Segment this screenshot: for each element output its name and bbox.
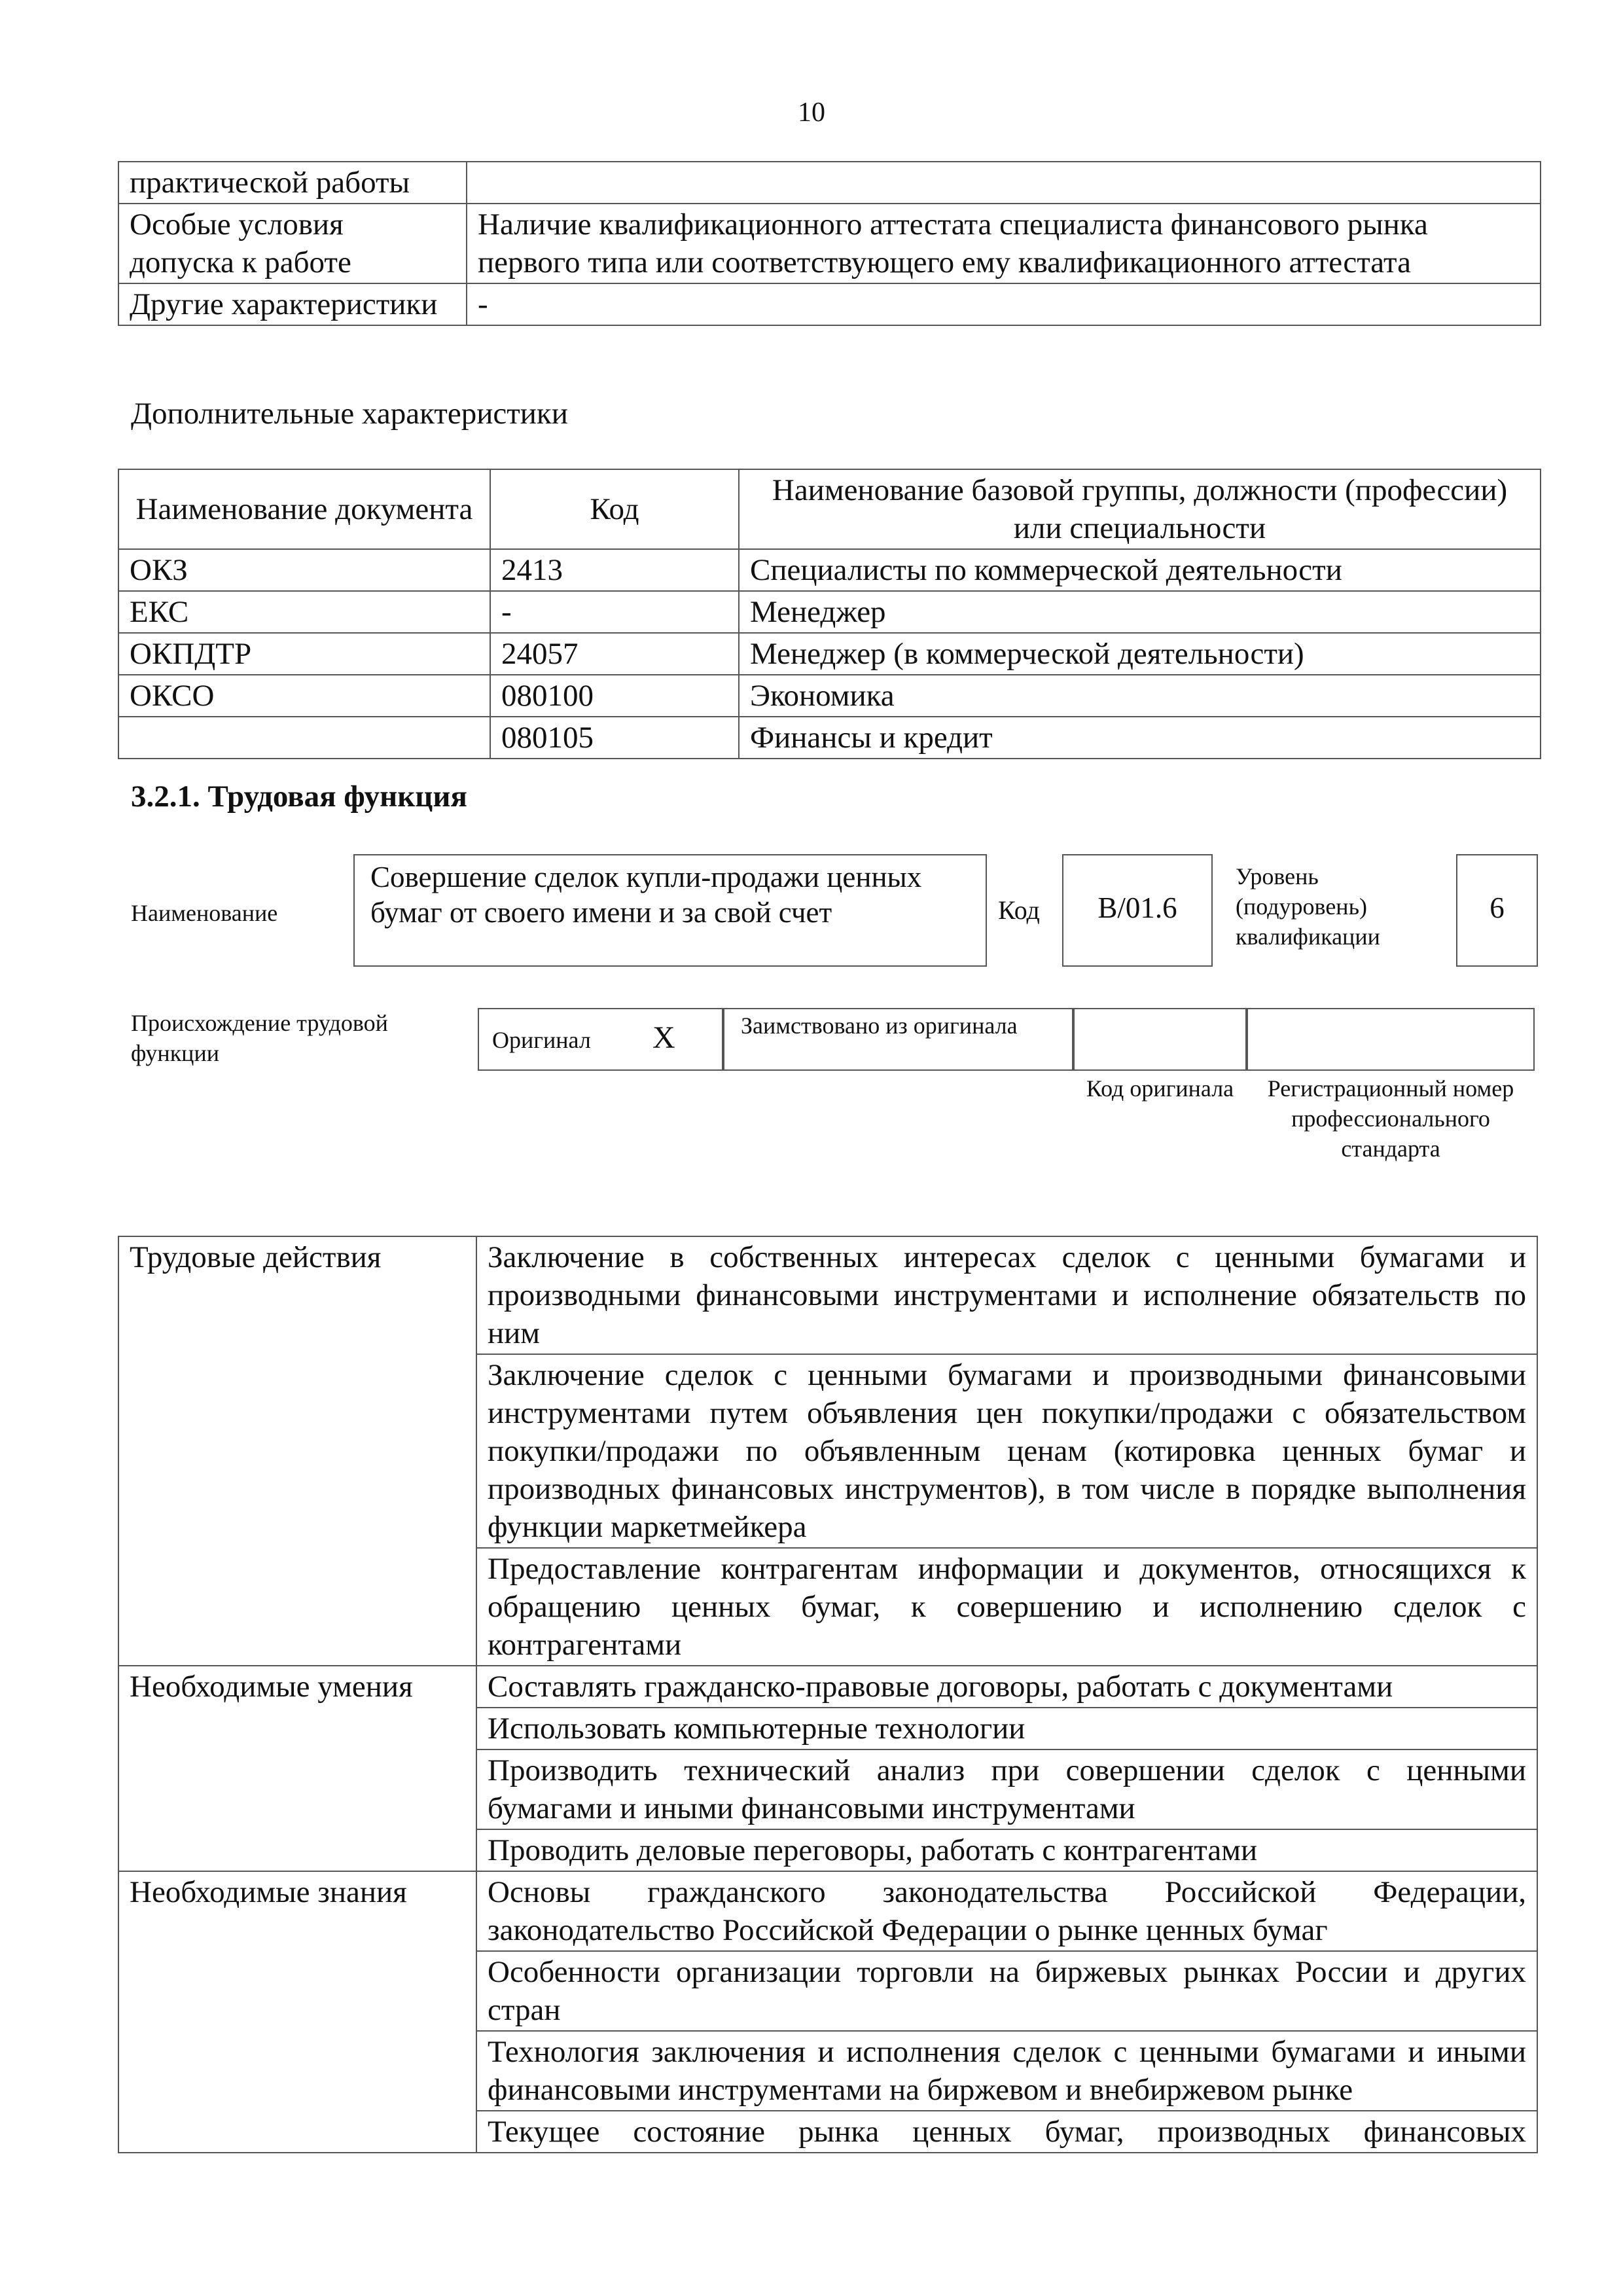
cell-name: Специалисты по коммерческой деятельности (739, 549, 1541, 591)
list-item: Предоставление контрагентам информации и документов, относящихся к обращению ценных бумаг, к совершению и исполнению сделок с контрагентами (476, 1548, 1537, 1666)
name-label: Наименование (131, 900, 278, 926)
row-label: практической работы (118, 162, 467, 204)
group-label: Необходимые умения (118, 1666, 476, 1871)
cell-doc: ОКСО (118, 675, 490, 717)
table-header-row (118, 469, 1541, 549)
table-row (118, 591, 1541, 633)
list-item: Использовать компьютерные технологии (476, 1708, 1537, 1749)
list-item: Проводить деловые переговоры, работать с контрагентами (476, 1829, 1537, 1871)
cell-doc: ОКПДТР (118, 633, 490, 675)
row-value (467, 162, 1541, 204)
group-label: Необходимые знания (118, 1871, 476, 2153)
table-row (118, 675, 1541, 717)
header-document: Наименование документа (118, 469, 490, 549)
list-item: Заключение в собственных интересах сделок с ценными бумагами и производными финансовыми инструментами и исполнение обязательств по ним (476, 1236, 1537, 1354)
list-item: Особенности организации торговли на биржевых рынках России и других стран (476, 1951, 1537, 2031)
original-label: Оригинал (492, 1027, 591, 1053)
cell-name: Финансы и кредит (739, 717, 1541, 759)
list-item: Производить технический анализ при совершении сделок с ценными бумагами и иными финансовыми инструментами (476, 1749, 1537, 1829)
section-title: 3.2.1. Трудовая функция (131, 780, 467, 814)
cell-doc: ОКЗ (118, 549, 490, 591)
cell-code: 080100 (490, 675, 739, 717)
cell-name: Менеджер (в коммерческой деятельности) (739, 633, 1541, 675)
group-label: Трудовые действия (118, 1236, 476, 1666)
header-group-name: Наименование базовой группы, должности (профессии) или специальности (739, 469, 1541, 549)
function-details-table (118, 1236, 1538, 2153)
list-item: Заключение сделок с ценными бумагами и производными финансовыми инструментами путем объявления цен покупки/продажи с обязательством покупки/продажи по объявленным ценам (котировка ценных бумаг и производных финансовых инструментов), в том числе в порядке выполнения функции маркетмейкера (476, 1354, 1537, 1548)
row-value: - (467, 283, 1541, 325)
original-box (478, 1008, 723, 1071)
list-item: Технология заключения и исполнения сделок с ценными бумагами и иными финансовыми инструментами на биржевом и внебиржевом рынке (476, 2031, 1537, 2111)
additional-caption: Дополнительные характеристики (131, 397, 568, 431)
cell-doc: ЕКС (118, 591, 490, 633)
origin-label: Происхождение трудовой функции (131, 1010, 388, 1066)
table-row (118, 1666, 1537, 1708)
cell-doc (118, 717, 490, 759)
reg-number-caption: Регистрационный номер профессионального стандарта (1267, 1075, 1514, 1162)
page-number: 10 (798, 98, 825, 128)
cell-name: Экономика (739, 675, 1541, 717)
cell-code: 2413 (490, 549, 739, 591)
table-row (118, 1236, 1537, 1354)
table-row (118, 717, 1541, 759)
additional-table (118, 469, 1541, 759)
function-name-box: Совершение сделок купли-продажи ценных бумаг от своего имени и за свой счет (353, 854, 987, 967)
cell-name: Менеджер (739, 591, 1541, 633)
level-label: Уровень (подуровень) квалификации (1236, 863, 1380, 950)
table-row (118, 549, 1541, 591)
original-mark: X (652, 1020, 675, 1055)
row-label: Другие характеристики (118, 283, 467, 325)
cell-code: 24057 (490, 633, 739, 675)
list-item: Основы гражданского законодательства Российской Федерации, законодательство Российской Федерации о рынке ценных бумаг (476, 1871, 1537, 1951)
header-code: Код (490, 469, 739, 549)
origin-code-box (1073, 1008, 1247, 1071)
table-row (118, 283, 1541, 325)
level-box: 6 (1456, 854, 1538, 967)
cell-code: - (490, 591, 739, 633)
cell-code: 080105 (490, 717, 739, 759)
reg-number-box (1247, 1008, 1535, 1071)
conditions-table (118, 161, 1541, 326)
row-value: Наличие квалификационного аттестата специалиста финансового рынка первого типа или соответствующего ему квалификационного аттестата (467, 204, 1541, 283)
origin-code-caption: Код оригинала (1086, 1075, 1234, 1102)
list-item: Текущее состояние рынка ценных бумаг, производных финансовых (476, 2111, 1537, 2153)
code-label: Код (998, 895, 1040, 925)
borrowed-box: Заимствовано из оригинала (723, 1008, 1073, 1071)
table-row (118, 633, 1541, 675)
list-item: Составлять гражданско-правовые договоры, работать с документами (476, 1666, 1537, 1708)
table-row (118, 162, 1541, 204)
function-code-box: B/01.6 (1062, 854, 1213, 967)
table-row (118, 204, 1541, 283)
table-row (118, 1871, 1537, 1951)
row-label: Особые условия допуска к работе (118, 204, 467, 283)
